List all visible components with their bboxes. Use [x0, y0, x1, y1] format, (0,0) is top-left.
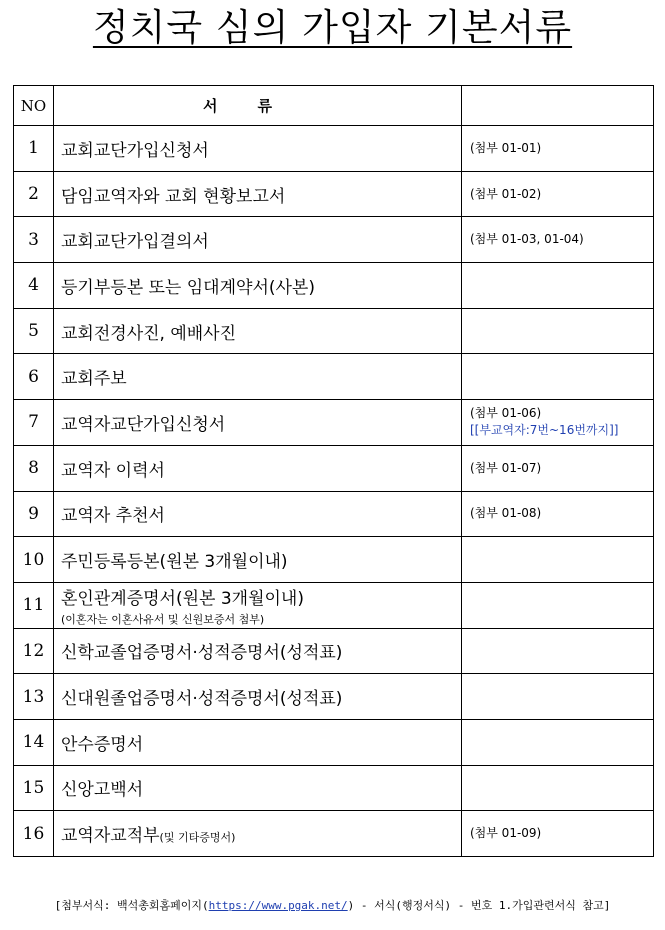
row-number: 15 — [14, 765, 54, 811]
row-number: 7 — [14, 400, 54, 446]
table-row — [14, 628, 654, 674]
document-cell — [54, 719, 462, 765]
row-number: 14 — [14, 719, 54, 765]
table-row — [14, 217, 654, 263]
row-number: 13 — [14, 674, 54, 720]
attachment-cell — [462, 217, 654, 263]
table-row — [14, 811, 654, 857]
attachment-cell — [462, 491, 654, 537]
document-cell — [54, 765, 462, 811]
row-number: 10 — [14, 537, 54, 583]
document-name-note: (및 기타증명서) — [159, 831, 236, 845]
document-subnote: (이혼자는 이혼사유서 및 신원보증서 첨부) — [61, 612, 265, 626]
attachment-cell — [462, 445, 654, 491]
document-cell — [54, 263, 462, 309]
footer-note: [첨부서식: 백석총회홈페이지(https://www.pgak.net/) - 서식(행정서식) - 번호 1.가입관련서식 참고] — [54, 899, 611, 912]
document-cell — [54, 537, 462, 583]
document-name: 등기부등본 또는 임대계약서(사본) — [61, 277, 315, 298]
row-number: 5 — [14, 308, 54, 354]
document-cell — [54, 308, 462, 354]
table-row — [14, 445, 654, 491]
document-cell — [54, 582, 462, 628]
table-row — [14, 171, 654, 217]
attachment-cell — [462, 674, 654, 720]
document-cell — [54, 445, 462, 491]
row-number: 8 — [14, 445, 54, 491]
attachment-cell — [462, 719, 654, 765]
document-name: 담임교역자와 교회 현황보고서 — [61, 186, 286, 207]
document-cell — [54, 217, 462, 263]
attachment-cell — [462, 765, 654, 811]
document-name: 교회전경사진, 예배사진 — [61, 323, 237, 344]
attachment-ref: (첨부 01-08) — [470, 506, 542, 521]
document-cell — [54, 171, 462, 217]
document-cell — [54, 674, 462, 720]
document-name: 교역자교단가입신청서 — [61, 414, 226, 435]
attachment-extra: [[부교역자:7번~16번까지]] — [470, 423, 619, 438]
attachment-ref: (첨부 01-07) — [470, 460, 542, 475]
table-header-row — [14, 86, 654, 126]
header-documents: 서류 — [54, 86, 462, 126]
row-number: 2 — [14, 171, 54, 217]
row-number: 9 — [14, 491, 54, 537]
homepage-link[interactable]: https://www.pgak.net/ — [208, 899, 348, 912]
document-cell — [54, 628, 462, 674]
table-row — [14, 674, 654, 720]
document-name: 신대원졸업증명서·성적증명서(성적표) — [61, 689, 343, 710]
table-row — [14, 126, 654, 172]
document-name: 주민등록등본(원본 3개월이내) — [61, 552, 288, 573]
document-name: 교역자교적부 — [61, 826, 160, 847]
document-name: 안수증명서 — [61, 734, 144, 755]
table-row — [14, 765, 654, 811]
header-note — [462, 86, 654, 126]
attachment-cell — [462, 582, 654, 628]
table-row — [14, 537, 654, 583]
attachment-cell — [462, 126, 654, 172]
table-row — [14, 491, 654, 537]
document-name: 교역자 추천서 — [61, 506, 165, 527]
row-number: 16 — [14, 811, 54, 857]
document-name: 교회주보 — [61, 369, 127, 390]
document-cell — [54, 126, 462, 172]
attachment-cell — [462, 354, 654, 400]
row-number: 3 — [14, 217, 54, 263]
attachment-cell — [462, 400, 654, 446]
document-cell — [54, 400, 462, 446]
document-name: 신학교졸업증명서·성적증명서(성적표) — [61, 643, 343, 664]
document-name: 교회교단가입신청서 — [61, 140, 209, 161]
page-title: 정치국 심의 가입자 기본서류 — [92, 6, 573, 49]
attachment-cell — [462, 263, 654, 309]
row-number: 12 — [14, 628, 54, 674]
header-no: NO — [14, 86, 54, 126]
table-row — [14, 308, 654, 354]
attachment-ref: (첨부 01-01) — [470, 140, 542, 155]
attachment-cell — [462, 811, 654, 857]
table-row — [14, 263, 654, 309]
table-row — [14, 719, 654, 765]
row-number: 1 — [14, 126, 54, 172]
document-cell — [54, 491, 462, 537]
attachment-cell — [462, 537, 654, 583]
attachment-ref: (첨부 01-02) — [470, 186, 542, 201]
row-number: 4 — [14, 263, 54, 309]
row-number: 6 — [14, 354, 54, 400]
table-row — [14, 354, 654, 400]
attachment-cell — [462, 171, 654, 217]
document-cell — [54, 354, 462, 400]
attachment-ref: (첨부 01-09) — [470, 826, 542, 841]
attachment-ref: (첨부 01-03, 01-04) — [470, 232, 584, 247]
attachment-cell — [462, 308, 654, 354]
document-name: 교역자 이력서 — [61, 460, 165, 481]
document-cell — [54, 811, 462, 857]
attachment-cell — [462, 628, 654, 674]
table-row — [14, 400, 654, 446]
documents-table — [13, 85, 654, 857]
document-name: 혼인관계증명서(원본 3개월이내) — [61, 588, 304, 609]
document-name: 교회교단가입결의서 — [61, 232, 209, 253]
row-number: 11 — [14, 582, 54, 628]
document-name: 신앙고백서 — [61, 780, 144, 801]
attachment-ref: (첨부 01-06) — [470, 406, 542, 421]
table-row — [14, 582, 654, 628]
